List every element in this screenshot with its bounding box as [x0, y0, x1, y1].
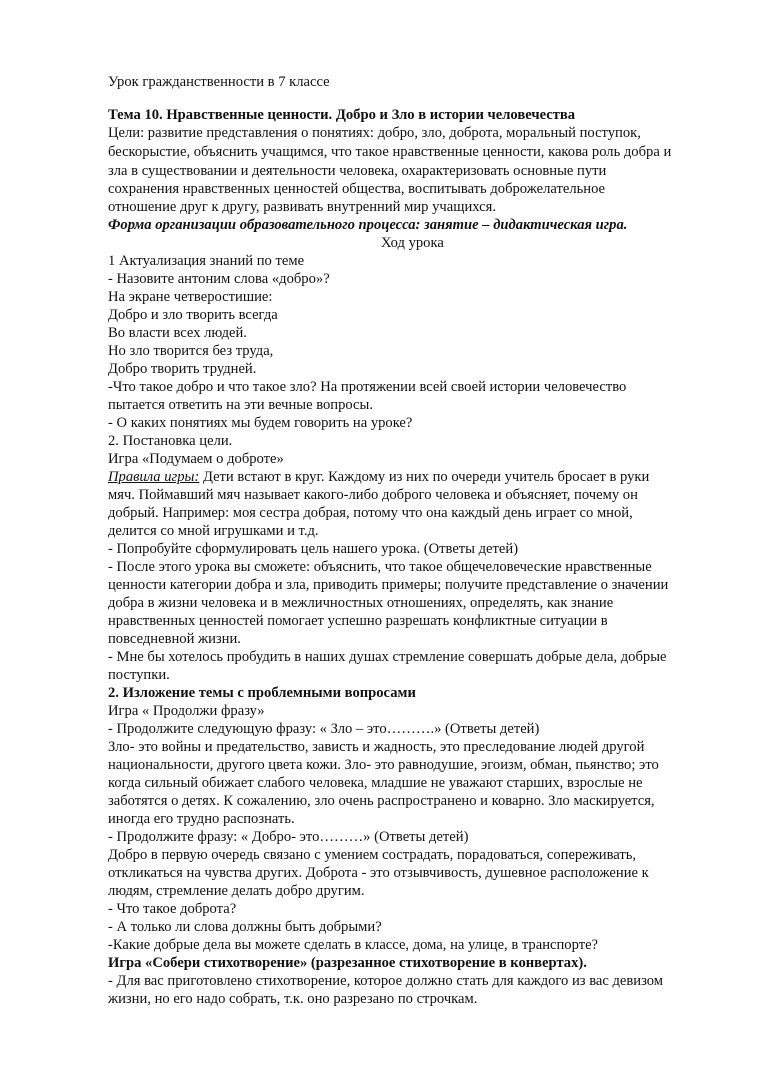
text-line: людям, стремление делать добро другим. [108, 883, 365, 899]
text-line: Зло- это войны и предательство, зависть и жадность, это преследование людей другой [108, 739, 645, 755]
text-line: делится со мной игрушками и т.д. [108, 523, 319, 539]
lesson-heading: Ход урока [381, 235, 444, 251]
text-line: Игра «Подумаем о доброте» [108, 451, 284, 467]
text-line: повседневной жизни. [108, 631, 241, 647]
text-line: - А только ли слова должны быть добрыми? [108, 919, 382, 935]
text-line: -Что такое добро и что такое зло? На протяжении всей своей истории человечество [108, 379, 627, 395]
text-line: 1 Актуализация знаний по теме [108, 253, 305, 269]
text-line: - Что такое доброта? [108, 901, 237, 917]
rules-line [108, 468, 649, 486]
poem-line: Во власти всех людей. [108, 325, 247, 341]
text-line: - О каких понятиях мы будем говорить на уроке? [108, 415, 413, 431]
goals-line: бескорыстие, объяснить учащимся, что такое нравственные ценности, какова роль добра и [108, 144, 672, 160]
text-line: Игра « Продолжи фразу» [108, 703, 265, 719]
form-line: Форма организации образовательного процесса: занятие – дидактическая игра. [108, 217, 628, 233]
rules-label: Правила игры: [108, 469, 200, 485]
text-line: пытается ответить на эти вечные вопросы. [108, 397, 373, 413]
text-line: жизни, но его надо собрать, т.к. оно разрезано по строчкам. [108, 991, 478, 1007]
poem-line: Добро и зло творить всегда [108, 307, 278, 323]
text-line: откликаться на чувства других. Доброта - это отзывчивость, душевное расположение к [108, 865, 649, 881]
text-line: 2. Постановка цели. [108, 433, 233, 449]
text-line: -Какие добрые дела вы можете сделать в классе, дома, на улице, в транспорте? [108, 937, 599, 953]
text-line: ценности категории добра и зла, приводить примеры; получите представление о значении [108, 577, 669, 593]
text-line: нравственных ценностей помогает успешно разрешать конфликтные ситуации в [108, 613, 608, 629]
goals-line: отношение друг к другу, развивать внутренний мир учащихся. [108, 199, 496, 215]
text-line: - Для вас приготовлено стихотворение, которое должно стать для каждого из вас девизом [108, 973, 664, 989]
text-line: иногда его трудно распознать. [108, 811, 295, 827]
text-line: когда сильный обижает слабого человека, младшие не уважают старших, взрослые не [108, 775, 643, 791]
goals-line: зла в существовании и деятельности человека, охарактеризовать основные пути [108, 163, 607, 179]
text-line: Добро в первую очередь связано с умением сострадать, порадоваться, сопереживать, [108, 847, 637, 863]
text-line: - Назовите антоним слова «добро»? [108, 271, 330, 287]
document-header: Урок гражданственности в 7 классе [108, 74, 330, 90]
game-heading: Игра «Собери стихотворение» (разрезанное стихотворение в конвертах). [108, 955, 587, 971]
text-line: добрый. Например: моя сестра добрая, потому что она каждый день играет со мной, [108, 505, 633, 521]
text-line: - Продолжите следующую фразу: « Зло – это……….» (Ответы детей) [108, 721, 540, 737]
text-line: - После этого урока вы сможете: объяснить, что такое общечеловеческие нравственные [108, 559, 652, 575]
text-line: На экране четверостишие: [108, 289, 273, 305]
text-line: - Продолжите фразу: « Добро- это………» (Ответы детей) [108, 829, 469, 845]
rules-text: Дети встают в круг. Каждому из них по очереди учитель бросает в руки [199, 469, 650, 485]
text-line: мяч. Поймавший мяч называет какого-либо доброго человека и объясняет, почему он [108, 487, 638, 503]
poem-line: Но зло творится без труда, [108, 343, 274, 359]
poem-line: Добро творить трудней. [108, 361, 257, 377]
text-line: национальности, другого цвета кожи. Зло- это равнодушие, эгоизм, обман, пьянство; это [108, 757, 659, 773]
goals-line: Цели: развитие представления о понятиях: добро, зло, доброта, моральный поступок, [108, 125, 641, 141]
section-heading: 2. Изложение темы с проблемными вопросами [108, 685, 416, 701]
text-line: заботятся о детях. К сожалению, зло очень распространено и коварно. Зло маскируется, [108, 793, 655, 809]
text-line: - Мне бы хотелось пробудить в наших душах стремление совершать добрые дела, добрые [108, 649, 667, 665]
text-line: поступки. [108, 667, 170, 683]
goals-line: сохранения нравственных ценностей общества, воспитывать доброжелательное [108, 181, 606, 197]
text-line: - Попробуйте сформулировать цель нашего урока. (Ответы детей) [108, 541, 519, 557]
topic-title: Тема 10. Нравственные ценности. Добро и Зло в истории человечества [108, 107, 576, 123]
text-line: добра в жизни человека и в межличностных отношениях, определять, как знание [108, 595, 614, 611]
